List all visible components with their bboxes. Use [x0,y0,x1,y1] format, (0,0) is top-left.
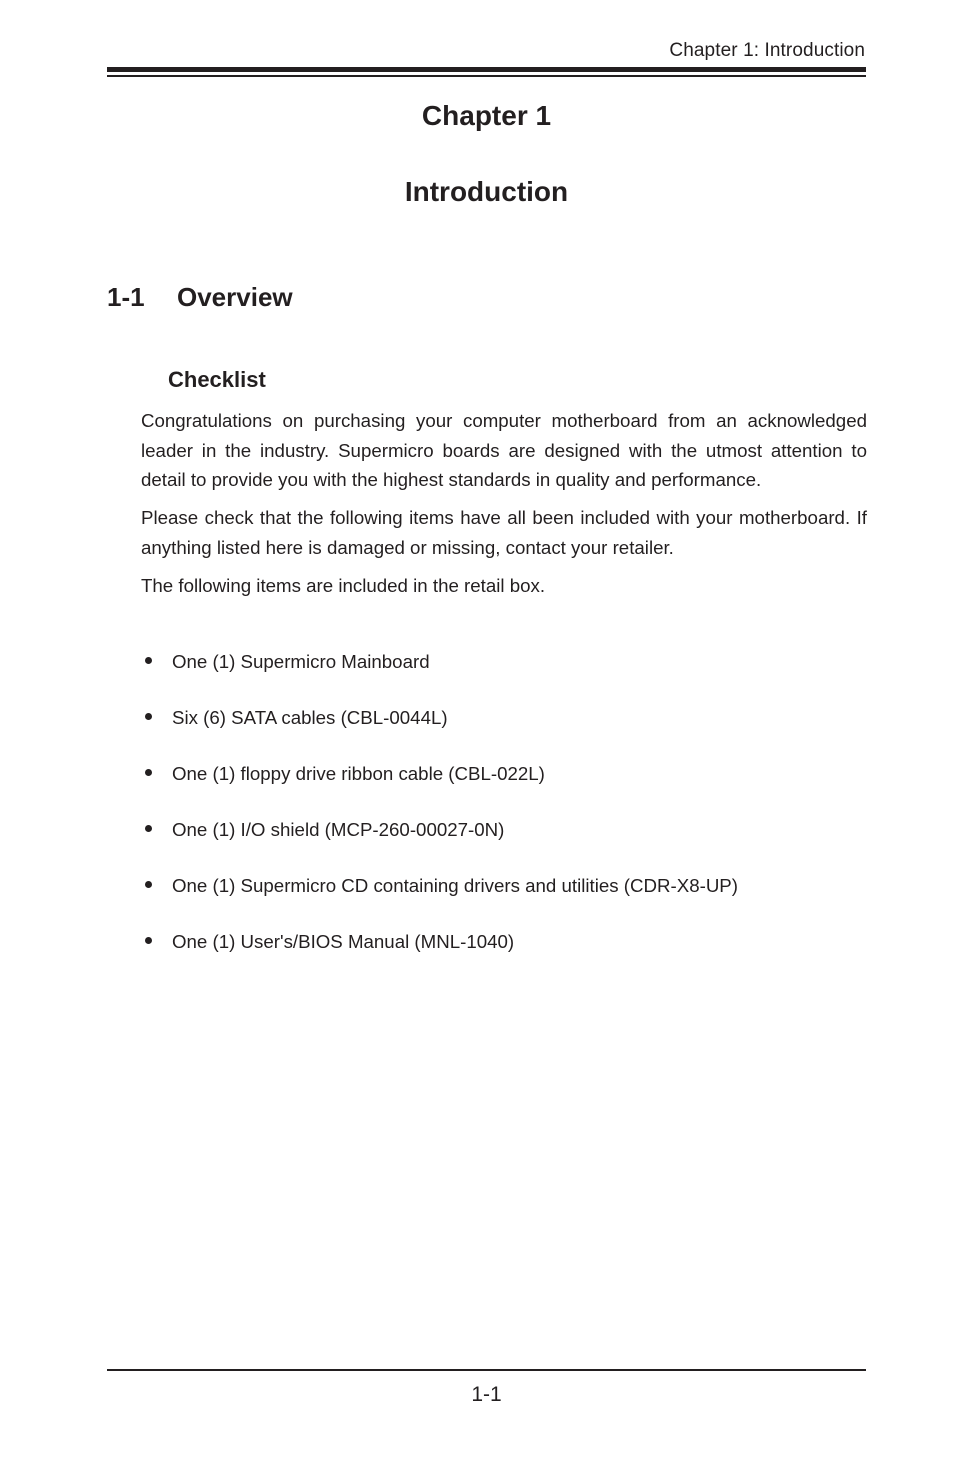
check-paragraph-block [141,503,867,570]
list-item [141,647,867,703]
list-item-text: One (1) User's/BIOS Manual (MNL-1040) [172,931,515,952]
list-item-text: One (1) Supermicro Mainboard [172,651,430,672]
header-rule-thick [107,67,866,72]
subsection-heading: Checklist [168,367,266,392]
paragraph-retail-box: The following items are included in the retail box. [141,575,546,596]
list-item-text: Six (6) SATA cables (CBL-0044L) [172,707,448,728]
header-rule-thin [107,75,866,77]
list-item [141,815,867,871]
paragraph-check-items: Please check that the following items have all been included with your motherboard. If anything listed here is damaged or missing, contact your retailer. [141,507,867,558]
bullet-icon [145,713,152,720]
chapter-number: Chapter 1 [421,100,552,131]
bullet-icon [145,657,152,664]
list-item-text: One (1) floppy drive ribbon cable (CBL-022L) [172,763,545,784]
bullet-icon [145,769,152,776]
list-item [141,703,867,759]
list-item [141,927,867,983]
retail-paragraph-block [141,571,867,609]
list-item-text: One (1) Supermicro CD containing drivers and utilities (CDR-X8-UP) [172,875,738,896]
checklist-items [141,647,867,983]
footer-rule [107,1369,866,1371]
list-item-text: One (1) I/O shield (MCP-260-00027-0N) [172,819,505,840]
list-item [141,759,867,815]
bullet-icon [145,881,152,888]
chapter-title: Introduction [404,176,569,207]
section-heading [107,282,293,313]
intro-paragraph-block [141,406,867,503]
bullet-icon [145,825,152,832]
list-item [141,871,867,927]
running-header: Chapter 1: Introduction [669,40,865,61]
page-number: 1-1 [471,1383,502,1406]
section-number: 1-1 [107,282,145,312]
section-title: Overview [177,282,293,312]
bullet-icon [145,937,152,944]
paragraph-congratulations: Congratulations on purchasing your computer motherboard from an acknowledged leader in the industry. Supermicro boards are designed with the utmost attention to detail to provide you with the highest standards in quality and performance. [141,410,867,490]
